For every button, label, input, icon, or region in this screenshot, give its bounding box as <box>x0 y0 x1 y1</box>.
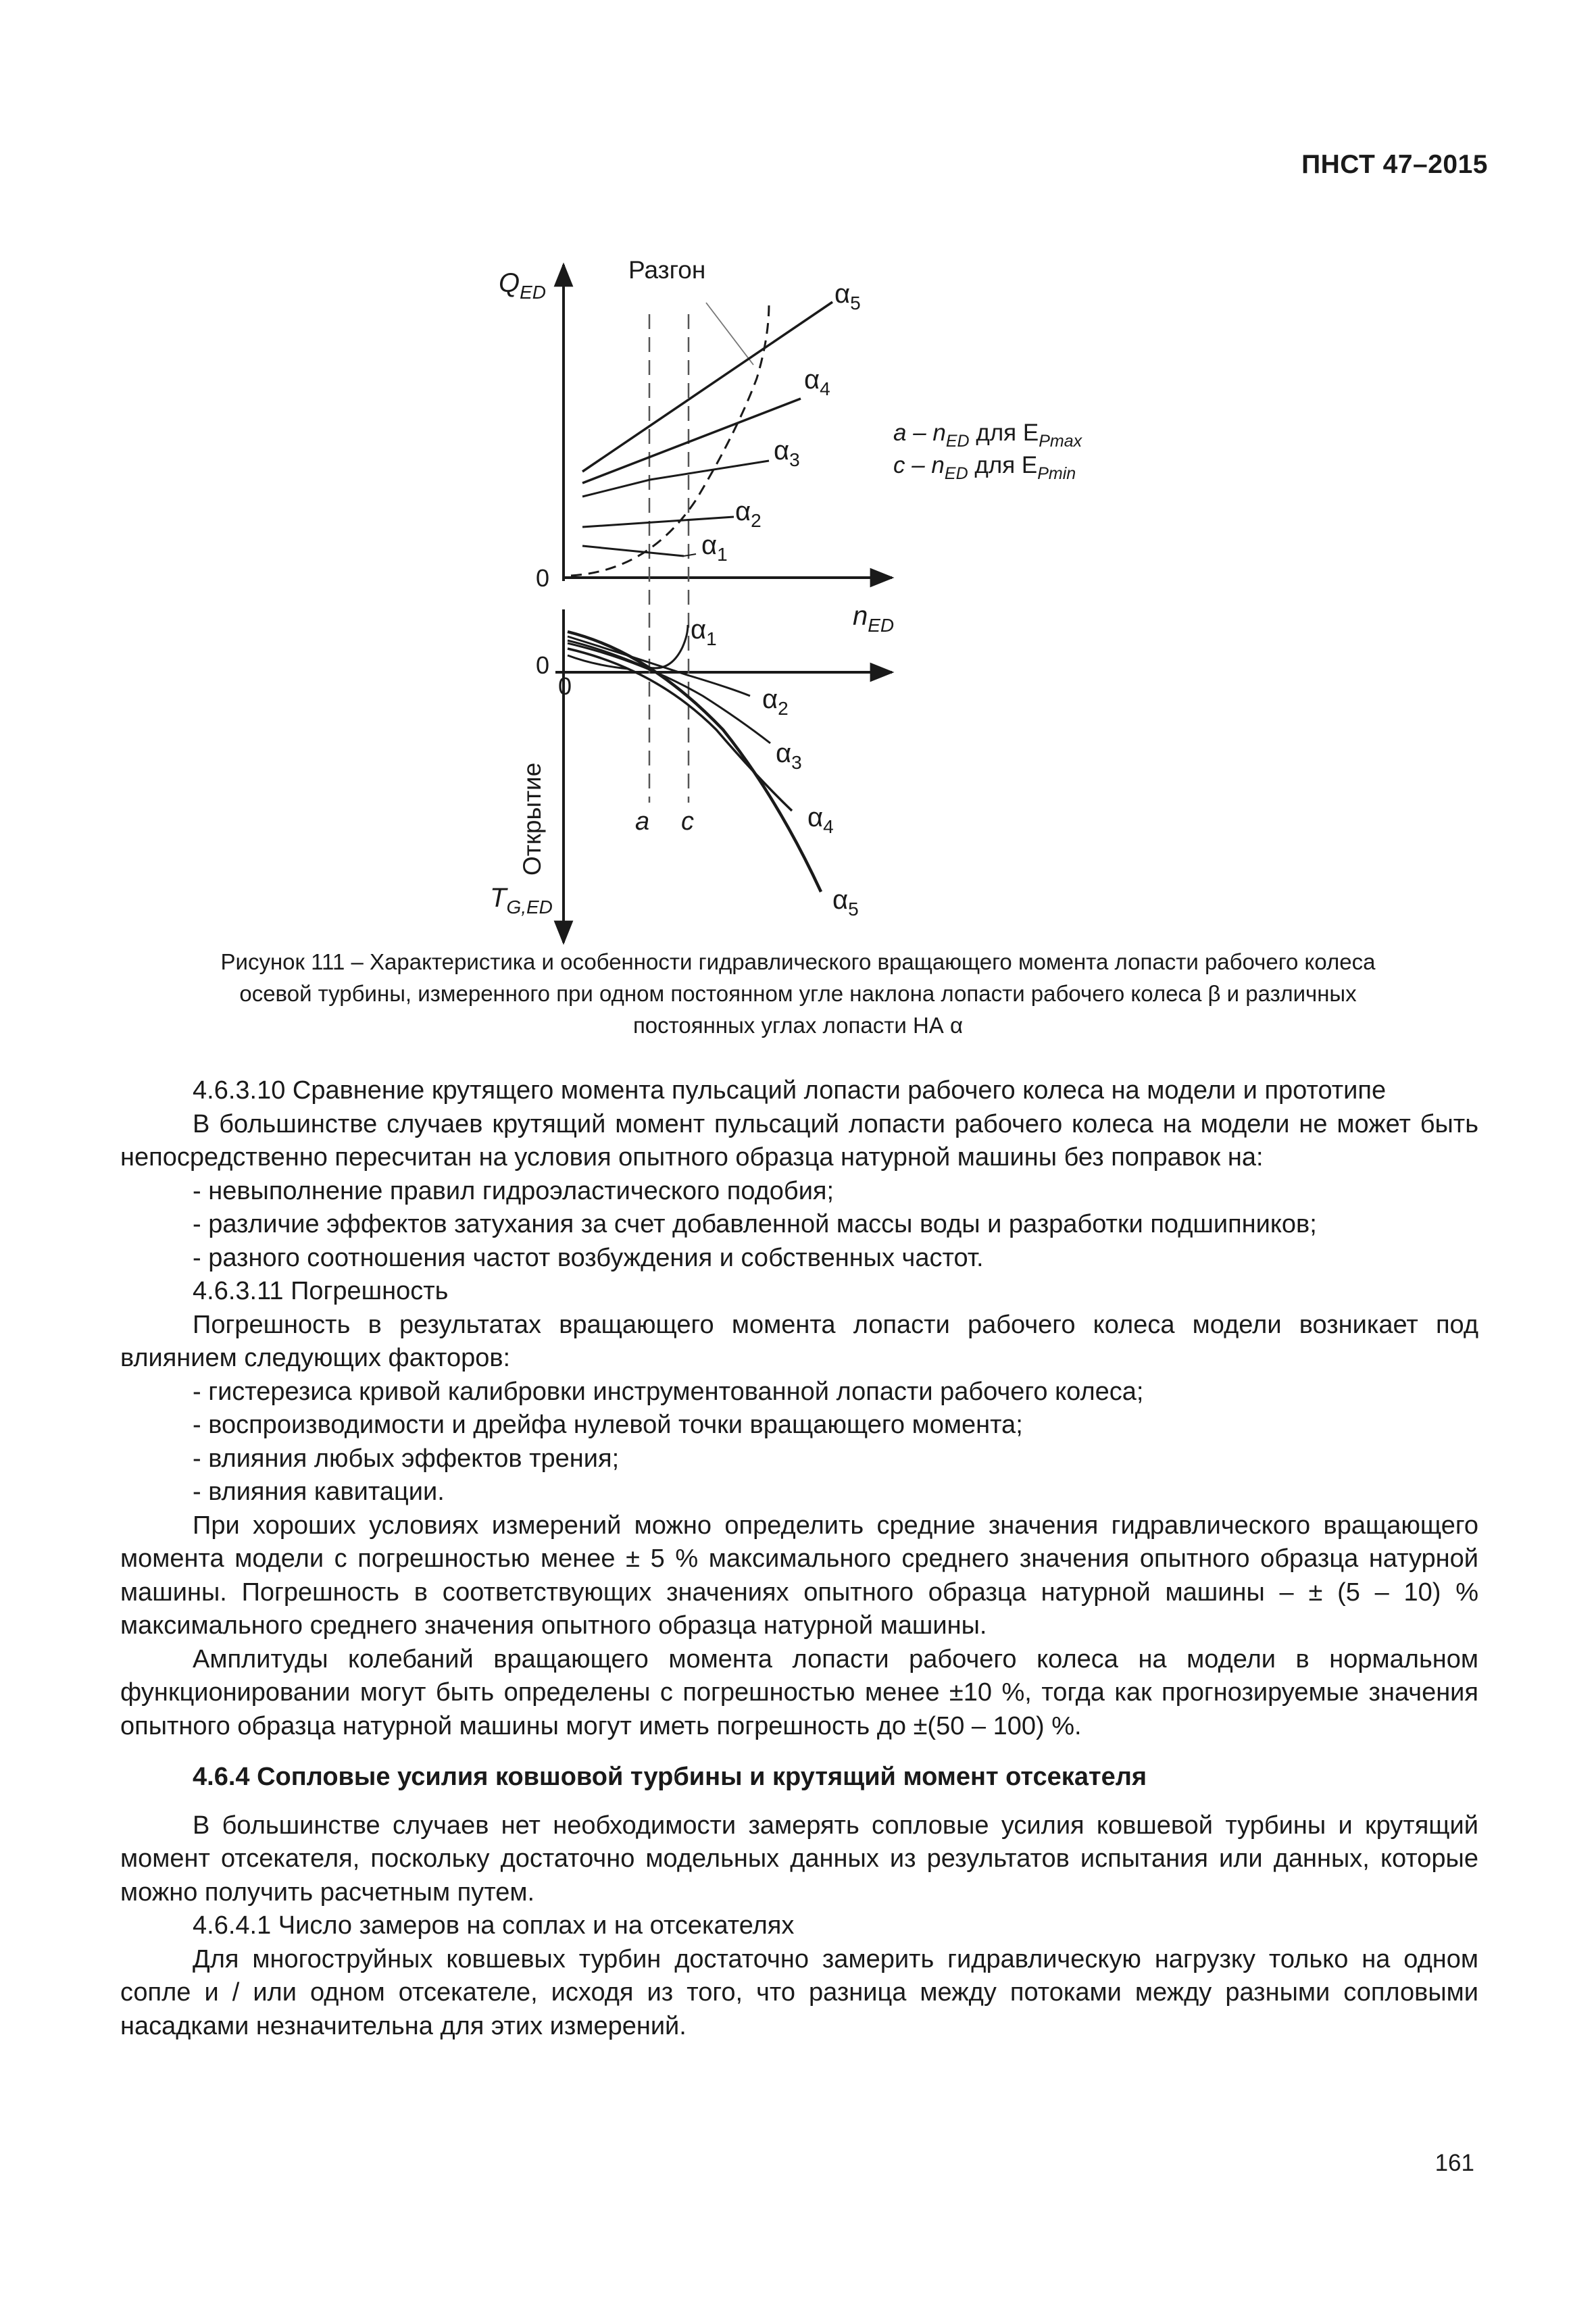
x-axis-label: n <box>853 601 868 631</box>
caption-line-2: осевой турбины, измеренного при одном постоянном угле наклона лопасти рабочего колеса β и различных <box>239 981 1357 1006</box>
alpha2-upper-line <box>582 517 734 527</box>
alpha4-lower-index: 4 <box>823 816 834 837</box>
alpha5-lower-symbol: α <box>832 885 849 915</box>
x-axis-sub: ED <box>868 615 895 636</box>
list-item: - невыполнение правил гидроэластического подобия; <box>193 1176 834 1205</box>
zero-label-origin: 0 <box>558 672 572 700</box>
y-axis-sub: ED <box>520 282 547 303</box>
legend-a-sub1: ED <box>945 432 970 451</box>
alpha5-upper-symbol: α <box>834 279 851 309</box>
runaway-curve <box>571 304 769 576</box>
alpha3-upper-index: 3 <box>789 449 800 470</box>
section-4-6-4-1-title: 4.6.4.1 Число замеров на соплах и на отсекателях <box>193 1911 795 1940</box>
paragraph: При хороших условиях измерений можно определить средние значения гидравлического вращающего момента модели с погрешностью менее ± 5 % максимального среднего значения опытного образца натурной машины. Погрешность в соответствующих значениях опытного образца натурной машины – ± (5 – 10) % максимального среднего значения опытного образца натурной машины. <box>120 1511 1478 1640</box>
section-4-6-4-heading: 4.6.4 Сопловые усилия ковшовой турбины и крутящий момент отсекателя <box>193 1763 1147 1791</box>
legend-a-letter: a <box>893 420 907 446</box>
alpha1-lower-symbol: α <box>691 615 707 645</box>
line-c-label: c <box>681 807 694 836</box>
legend-a-dash: – n <box>906 420 946 446</box>
alpha3-upper-line <box>582 461 769 497</box>
zero-label-lower: 0 <box>536 651 550 679</box>
y-axis-label: Q <box>499 268 520 298</box>
paragraph: В большинстве случаев крутящий момент пульсаций лопасти рабочего колеса на модели не может быть непосредственно пересчитан на условия опытного образца натурной машины без поправок на: <box>120 1109 1478 1172</box>
list-item: - воспроизводимости и дрейфа нулевой точки вращающего момента; <box>193 1411 1023 1439</box>
paragraph: Амплитуды колебаний вращающего момента лопасти рабочего колеса на модели в нормальном функционировании могут быть определены с погрешностью менее ±10 %, тогда как прогнозируемые значения опытного образца натурной машины могут иметь погрешность до ±(50 – 100) %. <box>120 1644 1478 1740</box>
svg-text:α4 <box>804 365 830 399</box>
line-a-label: a <box>635 807 650 836</box>
svg-text:α3 <box>776 738 802 773</box>
alpha2-lower-curve <box>568 636 750 696</box>
svg-text:c – nED для EPmin <box>893 452 1076 483</box>
opening-label: Открытие <box>518 762 546 876</box>
figure-diagram <box>0 0 1596 973</box>
svg-text:a – nED для EPmax <box>893 420 1083 451</box>
alpha1-upper-symbol: α <box>701 530 718 560</box>
legend-c-sub2: Pmin <box>1037 464 1076 483</box>
list-item: - гистерезиса кривой калибровки инструментованной лопасти рабочего колеса; <box>193 1377 1144 1406</box>
list-item: - влияния кавитации. <box>193 1478 445 1506</box>
svg-text:α2 <box>735 497 762 531</box>
alpha2-upper-symbol: α <box>735 497 751 526</box>
paragraph: В большинстве случаев нет необходимости замерять сопловые усилия ковшевой турбины и крутящий момент отсекателя, поскольку достаточно модельных данных из результатов испытания или данных, которые можно получить расчетным путем. <box>120 1811 1478 1907</box>
document-id: ПНСТ 47–2015 <box>1301 150 1488 179</box>
legend-a-mid: для E <box>969 420 1039 446</box>
alpha2-upper-index: 2 <box>751 510 762 531</box>
svg-text:α5 <box>834 279 861 313</box>
list-item: - различие эффектов затухания за счет добавленной массы воды и разработки подшипников; <box>193 1210 1317 1238</box>
legend-c-mid: для E <box>968 452 1038 478</box>
runaway-label: Разгон <box>628 256 706 284</box>
caption-line-1: Рисунок 111 – Характеристика и особенности гидравлического вращающего момента лопасти рабочего колеса <box>220 949 1376 974</box>
alpha5-upper-line <box>582 302 832 472</box>
svg-text:TG,ED <box>490 883 553 917</box>
section-4-6-3-11-title: 4.6.3.11 Погрешность <box>193 1277 449 1305</box>
bottom-axis-sub: G,ED <box>506 897 553 917</box>
list-item: - влияния любых эффектов трения; <box>193 1444 620 1473</box>
alpha1-upper-line <box>582 546 684 556</box>
alpha1-lower-index: 1 <box>706 628 717 649</box>
svg-text:α2 <box>762 684 789 719</box>
page-number: 161 <box>1435 2150 1474 2176</box>
list-item: - разного соотношения частот возбуждения и собственных частот. <box>193 1243 984 1272</box>
legend-c-letter: c <box>893 452 905 478</box>
section-4-6-3-10-title: 4.6.3.10 Сравнение крутящего момента пульсаций лопасти рабочего колеса на модели и прототипе <box>193 1076 1387 1105</box>
legend-c-sub1: ED <box>944 464 968 483</box>
runaway-pointer <box>706 303 753 365</box>
zero-label-upper: 0 <box>536 564 550 592</box>
alpha1-upper-index: 1 <box>717 544 728 565</box>
alpha5-upper-index: 5 <box>850 293 861 313</box>
alpha4-upper-line <box>582 399 801 483</box>
figure-caption <box>128 946 1468 1041</box>
legend-c-dash: – n <box>905 452 945 478</box>
paragraph: Погрешность в результатах вращающего момента лопасти рабочего колеса модели возникает под влиянием следующих факторов: <box>120 1310 1478 1372</box>
svg-text:QED <box>499 268 546 303</box>
figure-111 <box>0 0 1596 973</box>
svg-text:α3 <box>774 436 800 470</box>
alpha3-lower-symbol: α <box>776 738 792 768</box>
caption-line-3: постоянных углах лопасти НА α <box>632 1013 964 1038</box>
svg-text:α1 <box>701 530 728 565</box>
alpha5-lower-index: 5 <box>848 899 859 920</box>
legend-a-sub2: Pmax <box>1039 432 1082 451</box>
body-text <box>120 1074 1478 2043</box>
svg-text:α5 <box>832 885 859 920</box>
alpha4-upper-index: 4 <box>820 378 830 399</box>
alpha4-upper-symbol: α <box>804 365 820 395</box>
alpha1-upper-leader <box>684 554 696 556</box>
svg-text:nED <box>853 601 894 636</box>
alpha2-lower-index: 2 <box>778 698 789 719</box>
alpha3-upper-symbol: α <box>774 436 790 466</box>
alpha4-lower-symbol: α <box>807 803 824 832</box>
svg-text:α1 <box>691 615 717 649</box>
alpha3-lower-index: 3 <box>791 752 802 773</box>
paragraph: Для многоструйных ковшевых турбин достаточно замерить гидравлическую нагрузку только на одном сопле и / или одном отсекателе, исходя из того, что разница между потоками между разными сопловыми насадками незначительна для этих измерений. <box>120 1944 1478 2040</box>
alpha3-upper-leader <box>737 461 769 466</box>
svg-text:α4 <box>807 803 834 837</box>
bottom-axis-label: T <box>490 883 507 913</box>
alpha2-lower-symbol: α <box>762 684 778 714</box>
